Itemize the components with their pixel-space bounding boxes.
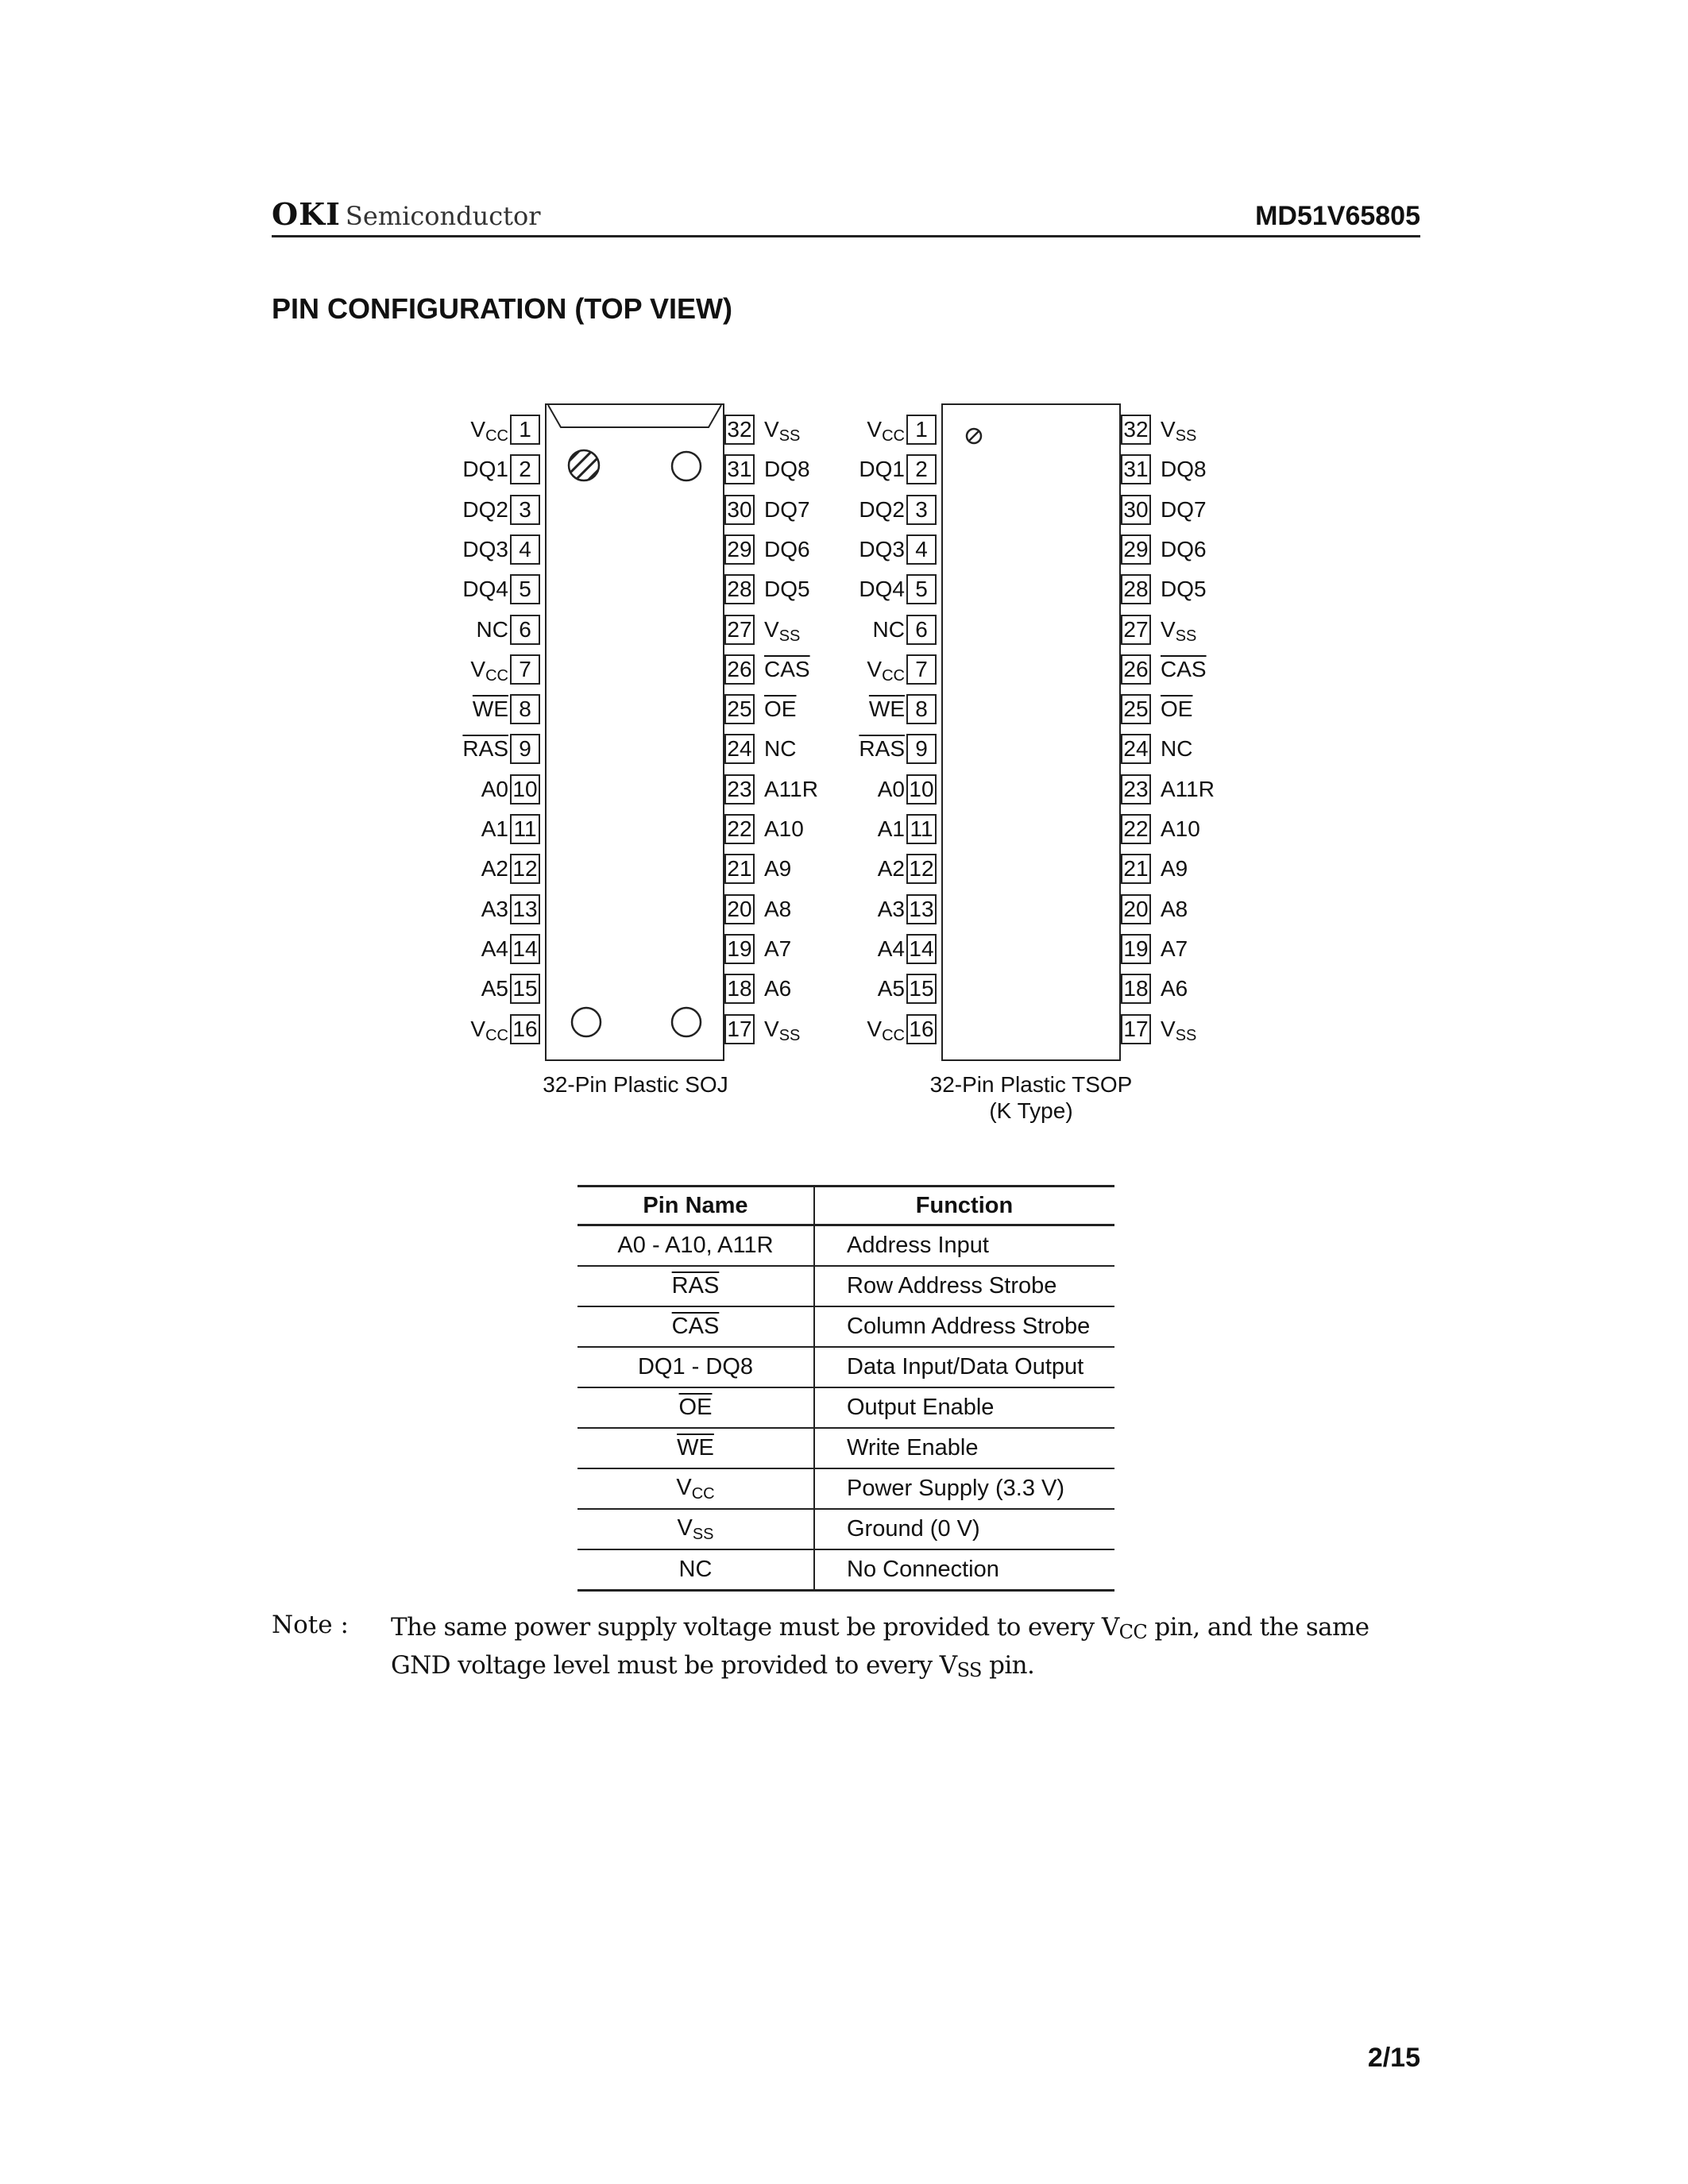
note-sub-ss: SS	[956, 1659, 982, 1681]
pin-signal-name: A8	[764, 897, 792, 921]
tsop-pin-7: 7	[906, 654, 937, 685]
pin-function-table	[577, 1185, 1114, 1592]
tsop-pin-9: 9	[906, 734, 937, 764]
soj-pin-4: 4	[510, 534, 540, 565]
tsop-pin-label-11	[817, 814, 905, 844]
page-number: 2/15	[1367, 2043, 1420, 2073]
pin-signal-subscript: SS	[1175, 627, 1197, 645]
soj-caption: 32-Pin Plastic SOJ	[543, 1072, 728, 1097]
tsop-pin-label-28	[1161, 574, 1256, 604]
pin-name-cell	[577, 1347, 814, 1387]
tsop-pin-label-8	[817, 694, 905, 724]
pin-signal-name: A2	[481, 856, 508, 881]
pin-signal-name: NC	[476, 617, 508, 642]
pin-name-text: V	[677, 1515, 693, 1541]
pin-name-text: $\overline{WE}$	[677, 1435, 714, 1461]
soj-pin-label-14	[421, 934, 508, 964]
pin-signal-name: DQ2	[859, 497, 905, 522]
function-cell: Data Input/Data Output	[814, 1347, 1114, 1387]
soj-pin-26: 26	[724, 654, 755, 685]
tsop-pin-label-30	[1161, 495, 1256, 525]
soj-pin-30: 30	[724, 495, 755, 525]
tsop-pin-31: 31	[1121, 454, 1151, 484]
soj-mold-mark-icon	[670, 1005, 703, 1039]
tsop-pin-label-18	[1161, 974, 1256, 1004]
tsop-pin-label-17	[1161, 1014, 1256, 1051]
pin-name-cell	[577, 1225, 814, 1267]
pin-signal-name: DQ3	[462, 537, 508, 561]
pin-name-cell	[577, 1266, 814, 1306]
pin-signal-name: DQ1	[462, 457, 508, 481]
soj-pin-25: 25	[724, 694, 755, 724]
tsop-pin-30: 30	[1121, 495, 1151, 525]
pin-signal-name: A3	[877, 897, 905, 921]
pin-signal-name: A7	[1161, 936, 1188, 961]
part-number: MD51V65805	[1255, 201, 1420, 231]
pin-signal-name: DQ1	[859, 457, 905, 481]
table-row	[577, 1306, 1114, 1347]
pin-name-text: $\overline{RAS}$	[671, 1273, 720, 1298]
pin-name-cell	[577, 1509, 814, 1549]
tsop-pin-label-24	[1161, 734, 1256, 764]
tsop-pin-label-15	[817, 974, 905, 1004]
tsop-pin-25: 25	[1121, 694, 1151, 724]
pin-signal-name: A9	[1161, 856, 1188, 881]
tsop-pin-label-22	[1161, 814, 1256, 844]
tsop-pin-11: 11	[906, 814, 937, 844]
soj-pin-5: 5	[510, 574, 540, 604]
tsop-pin-2: 2	[906, 454, 937, 484]
tsop-pin-24: 24	[1121, 734, 1151, 764]
tsop-caption-type: (K Type)	[989, 1098, 1073, 1123]
soj-pin-label-6	[421, 615, 508, 645]
table-row	[577, 1266, 1114, 1306]
tsop-pin-13: 13	[906, 894, 937, 924]
pin-signal-subscript: CC	[882, 1027, 905, 1044]
soj-pin-label-5	[421, 574, 508, 604]
soj-pin-18: 18	[724, 974, 755, 1004]
tsop-pin-label-27	[1161, 615, 1256, 651]
pin-signal-name: A2	[877, 856, 905, 881]
note-text-part: pin.	[981, 1651, 1035, 1680]
pin-name-cell	[577, 1387, 814, 1428]
pin-signal-name: NC	[872, 617, 905, 642]
pin-signal-name: $\overline{RAS}$	[462, 736, 508, 761]
pin-name-subscript: CC	[691, 1484, 715, 1503]
pin-signal-name: V	[764, 617, 779, 642]
soj-pin-label-10	[421, 774, 508, 805]
table-row	[577, 1428, 1114, 1468]
function-cell: Address Input	[814, 1225, 1114, 1267]
soj-pin-27: 27	[724, 615, 755, 645]
pin-signal-name: A6	[764, 976, 792, 1001]
tsop-pin-label-13	[817, 894, 905, 924]
tsop-pin-29: 29	[1121, 534, 1151, 565]
pin-name-cell	[577, 1428, 814, 1468]
pin-signal-name: V	[867, 657, 883, 681]
note-text-part: pin, and the same GND voltage level must be provided to every V	[391, 1613, 1369, 1680]
function-cell: Output Enable	[814, 1387, 1114, 1428]
tsop-pin-10: 10	[906, 774, 937, 805]
soj-notch	[545, 403, 724, 435]
pin-signal-name: A4	[877, 936, 905, 961]
header-pin-name: Pin Name	[577, 1187, 814, 1225]
tsop-pin-label-2	[817, 454, 905, 484]
pin-signal-name: A8	[1161, 897, 1188, 921]
note-text-part: The same power supply voltage must be provided to every V	[391, 1613, 1119, 1642]
pin-signal-name: A3	[481, 897, 508, 921]
pin-signal-name: A1	[481, 816, 508, 841]
pin-signal-name: $\overline{WE}$	[472, 696, 508, 721]
pin-signal-name: $\overline{CAS}$	[764, 657, 810, 681]
note-sub-cc: CC	[1118, 1621, 1148, 1643]
pin-signal-name: V	[867, 1017, 883, 1041]
pin-signal-name: A5	[481, 976, 508, 1001]
soj-pin-14: 14	[510, 934, 540, 964]
table-row	[577, 1347, 1114, 1387]
tsop-pin-label-16	[817, 1014, 905, 1051]
function-cell: Write Enable	[814, 1428, 1114, 1468]
tsop-pin-27: 27	[1121, 615, 1151, 645]
soj-pin-label-16	[421, 1014, 508, 1051]
tsop-pin-label-20	[1161, 894, 1256, 924]
pin-signal-name: V	[764, 1017, 779, 1041]
soj-mold-mark-icon	[670, 450, 703, 483]
pin-signal-subscript: CC	[882, 427, 905, 445]
soj-pin-6: 6	[510, 615, 540, 645]
pin-signal-name: V	[1161, 417, 1176, 442]
pin-signal-name: A0	[877, 777, 905, 801]
pin-signal-name: V	[470, 657, 486, 681]
pin-signal-subscript: SS	[1175, 1027, 1197, 1044]
soj-pin-20: 20	[724, 894, 755, 924]
tsop-pin-28: 28	[1121, 574, 1151, 604]
function-cell: Row Address Strobe	[814, 1266, 1114, 1306]
pin-signal-name: A5	[877, 976, 905, 1001]
pin-signal-name: $\overline{CAS}$	[1161, 657, 1207, 681]
tsop-pin-16: 16	[906, 1014, 937, 1044]
pin-signal-name: A11R	[1161, 777, 1215, 801]
pin-signal-name: V	[470, 417, 486, 442]
soj-pin-17: 17	[724, 1014, 755, 1044]
soj-pin-8: 8	[510, 694, 540, 724]
soj-pin-label-13	[421, 894, 508, 924]
pin-signal-name: A7	[764, 936, 792, 961]
soj-pin-32: 32	[724, 415, 755, 445]
soj-pin-label-7	[421, 654, 508, 691]
pin-signal-name: DQ6	[1161, 537, 1207, 561]
division-name: Semiconductor	[345, 201, 541, 231]
pin-signal-name: DQ3	[859, 537, 905, 561]
pin-signal-name: A6	[1161, 976, 1188, 1001]
tsop-pin-19: 19	[1121, 934, 1151, 964]
soj-pin-label-15	[421, 974, 508, 1004]
pin-signal-name: DQ8	[1161, 457, 1207, 481]
pin-signal-name: DQ2	[462, 497, 508, 522]
tsop-pin-label-5	[817, 574, 905, 604]
pin-signal-name: DQ5	[1161, 577, 1207, 601]
soj-pin-28: 28	[724, 574, 755, 604]
soj-body	[545, 403, 724, 1061]
soj-pin-15: 15	[510, 974, 540, 1004]
tsop-pin-label-6	[817, 615, 905, 645]
tsop-pin-1: 1	[906, 415, 937, 445]
tsop-pin-label-25	[1161, 694, 1256, 724]
soj-pin-7: 7	[510, 654, 540, 685]
tsop-pin-label-32	[1161, 415, 1256, 451]
pin-signal-subscript: CC	[485, 1027, 508, 1044]
tsop-pin-12: 12	[906, 854, 937, 884]
pin-signal-name: A11R	[764, 777, 818, 801]
pin-signal-name: V	[764, 417, 779, 442]
pin-signal-name: V	[1161, 617, 1176, 642]
header-brand	[272, 197, 541, 234]
soj-pin-3: 3	[510, 495, 540, 525]
soj-pin-22: 22	[724, 814, 755, 844]
table-row	[577, 1509, 1114, 1549]
header-function: Function	[814, 1187, 1114, 1225]
tsop-pin-label-1	[817, 415, 905, 451]
pin-name-cell	[577, 1549, 814, 1591]
soj-pin-21: 21	[724, 854, 755, 884]
soj-pin-13: 13	[510, 894, 540, 924]
pin-name-text: $\overline{OE}$	[678, 1395, 713, 1420]
header-divider	[272, 235, 1420, 237]
soj-pin-16: 16	[510, 1014, 540, 1044]
pin-name-cell	[577, 1468, 814, 1509]
tsop-pin1-mark-icon	[964, 426, 984, 446]
pin-signal-subscript: SS	[778, 1027, 801, 1044]
tsop-pin-8: 8	[906, 694, 937, 724]
tsop-caption: 32-Pin Plastic TSOP	[929, 1072, 1133, 1097]
soj-pin1-mark-icon	[566, 448, 601, 483]
tsop-pin-26: 26	[1121, 654, 1151, 685]
tsop-pin-17: 17	[1121, 1014, 1151, 1044]
tsop-pin-label-9	[817, 734, 905, 764]
soj-pin-label-3	[421, 495, 508, 525]
pin-signal-subscript: CC	[485, 427, 508, 445]
tsop-pin-23: 23	[1121, 774, 1151, 805]
tsop-pin-3: 3	[906, 495, 937, 525]
pin-signal-name: A10	[1161, 816, 1200, 841]
pin-name-text: DQ1 - DQ8	[637, 1354, 754, 1379]
pin-signal-name: DQ4	[462, 577, 508, 601]
soj-pin-label-11	[421, 814, 508, 844]
pin-signal-name: A1	[877, 816, 905, 841]
tsop-pin-label-19	[1161, 934, 1256, 964]
pin-signal-name: $\overline{OE}$	[1161, 696, 1193, 721]
pin-signal-name: A4	[481, 936, 508, 961]
note-label: Note :	[272, 1611, 349, 1639]
pin-signal-name: V	[867, 417, 883, 442]
tsop-pin-14: 14	[906, 934, 937, 964]
pin-signal-name: DQ5	[764, 577, 810, 601]
pin-signal-name: A9	[764, 856, 792, 881]
pin-signal-subscript: SS	[1175, 427, 1197, 445]
pin-signal-name: DQ7	[1161, 497, 1207, 522]
soj-pin-11: 11	[510, 814, 540, 844]
pin-signal-name: $\overline{OE}$	[764, 696, 797, 721]
pin-name-text: A0 - A10, A11R	[617, 1233, 774, 1258]
function-cell: Column Address Strobe	[814, 1306, 1114, 1347]
function-cell: No Connection	[814, 1549, 1114, 1591]
function-cell: Power Supply (3.3 V)	[814, 1468, 1114, 1509]
pin-table-body	[577, 1225, 1114, 1591]
soj-pin-2: 2	[510, 454, 540, 484]
pin-name-text: V	[676, 1474, 692, 1500]
table-row	[577, 1549, 1114, 1591]
tsop-pin-18: 18	[1121, 974, 1151, 1004]
soj-pin-1: 1	[510, 415, 540, 445]
soj-pin-9: 9	[510, 734, 540, 764]
tsop-pin-label-29	[1161, 534, 1256, 565]
soj-pin-label-9	[421, 734, 508, 764]
tsop-pin-label-23	[1161, 774, 1256, 805]
tsop-pin-32: 32	[1121, 415, 1151, 445]
pin-signal-name: A0	[481, 777, 508, 801]
pin-signal-name: DQ4	[859, 577, 905, 601]
tsop-pin-20: 20	[1121, 894, 1151, 924]
pin-name-subscript: SS	[692, 1525, 714, 1543]
tsop-pin-label-14	[817, 934, 905, 964]
tsop-pin-label-21	[1161, 854, 1256, 884]
oki-logo: OKI	[272, 196, 341, 232]
tsop-pin-label-3	[817, 495, 905, 525]
soj-pin-19: 19	[724, 934, 755, 964]
section-title: PIN CONFIGURATION (TOP VIEW)	[272, 292, 733, 325]
tsop-body	[941, 403, 1121, 1061]
pin-name-cell	[577, 1306, 814, 1347]
soj-pin-label-8	[421, 694, 508, 724]
tsop-pin-label-12	[817, 854, 905, 884]
soj-pin-12: 12	[510, 854, 540, 884]
pin-name-text: $\overline{CAS}$	[671, 1314, 720, 1339]
tsop-pin-6: 6	[906, 615, 937, 645]
table-row	[577, 1468, 1114, 1509]
soj-pin-10: 10	[510, 774, 540, 805]
soj-pin-23: 23	[724, 774, 755, 805]
tsop-pin-label-7	[817, 654, 905, 691]
tsop-pin-4: 4	[906, 534, 937, 565]
pin-signal-name: V	[470, 1017, 486, 1041]
pin-signal-name: V	[1161, 1017, 1176, 1041]
tsop-pin-label-31	[1161, 454, 1256, 484]
pin-signal-subscript: CC	[485, 667, 508, 685]
tsop-pin-21: 21	[1121, 854, 1151, 884]
soj-pin-31: 31	[724, 454, 755, 484]
soj-pin-24: 24	[724, 734, 755, 764]
pin-name-text: NC	[678, 1557, 713, 1582]
pin-signal-name: DQ8	[764, 457, 810, 481]
pin-signal-name: A10	[764, 816, 804, 841]
note-text	[391, 1611, 1423, 1687]
pin-signal-name: NC	[1161, 736, 1193, 761]
soj-pin-29: 29	[724, 534, 755, 565]
table-row	[577, 1387, 1114, 1428]
pin-signal-name: $\overline{WE}$	[868, 696, 905, 721]
tsop-pin-5: 5	[906, 574, 937, 604]
table-header-row	[577, 1187, 1114, 1225]
soj-pin-label-1	[421, 415, 508, 451]
table-row	[577, 1225, 1114, 1267]
tsop-pin-15: 15	[906, 974, 937, 1004]
tsop-pin-label-10	[817, 774, 905, 805]
soj-pin-label-4	[421, 534, 508, 565]
pin-signal-name: $\overline{RAS}$	[859, 736, 905, 761]
pin-signal-name: DQ6	[764, 537, 810, 561]
tsop-pin-label-4	[817, 534, 905, 565]
soj-pin-label-2	[421, 454, 508, 484]
tsop-pin-22: 22	[1121, 814, 1151, 844]
pin-signal-name: NC	[764, 736, 797, 761]
soj-pin-label-12	[421, 854, 508, 884]
pin-signal-subscript: CC	[882, 667, 905, 685]
pin-signal-subscript: SS	[778, 627, 801, 645]
function-cell: Ground (0 V)	[814, 1509, 1114, 1549]
soj-mold-mark-icon	[570, 1005, 603, 1039]
pin-signal-subscript: SS	[778, 427, 801, 445]
pin-signal-name: DQ7	[764, 497, 810, 522]
tsop-pin-label-26	[1161, 654, 1256, 685]
